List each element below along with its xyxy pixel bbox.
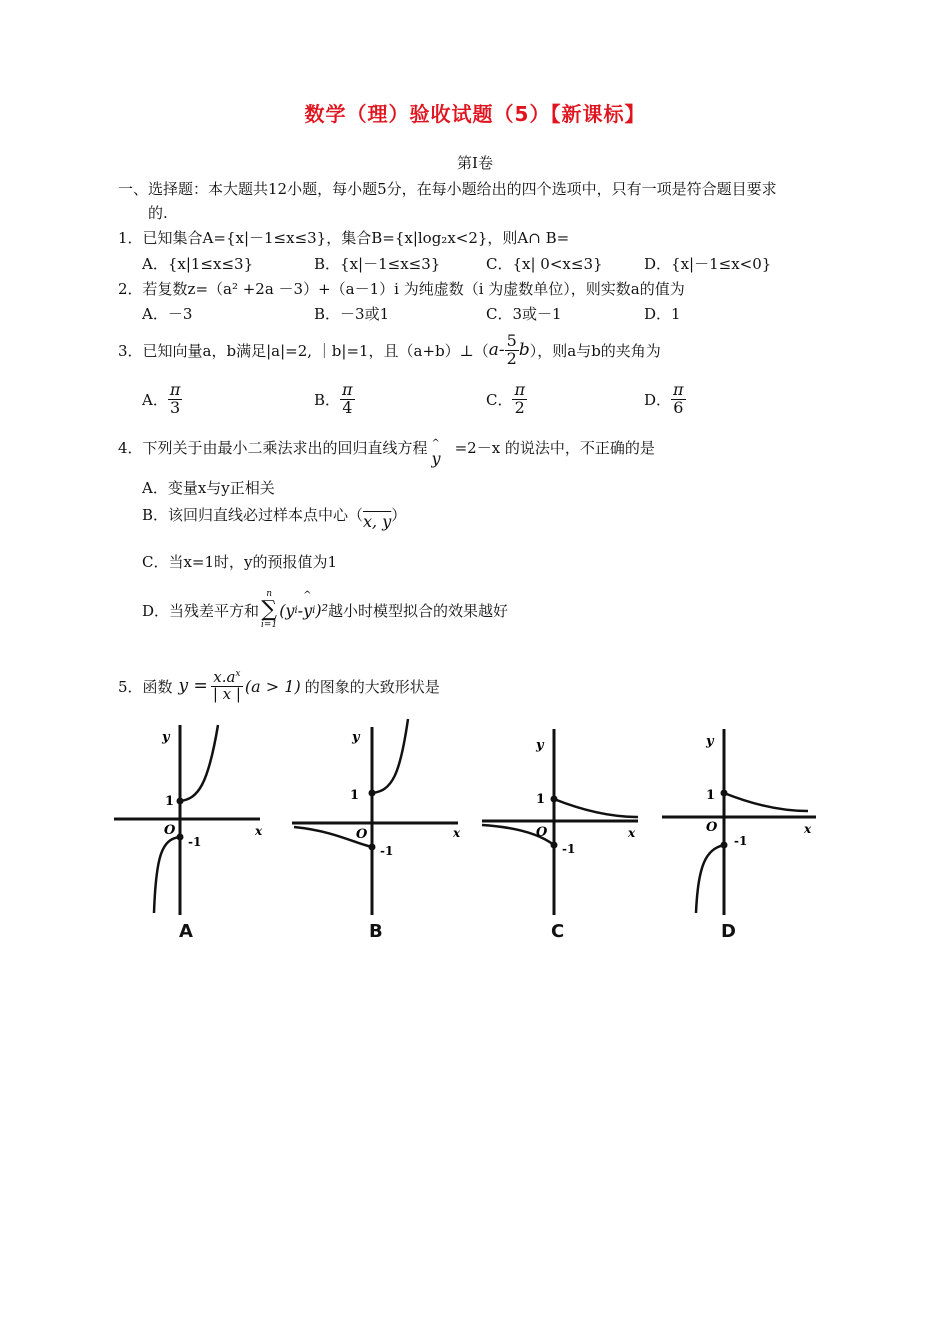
graph-b-y-label: y — [352, 730, 360, 745]
graph-a-origin: O — [164, 823, 176, 838]
graph-b-minus-one: -1 — [380, 844, 394, 858]
graph-d-label: D — [721, 921, 736, 942]
q4-sum-top: n — [266, 589, 272, 599]
q4-d-yhat: ^ y — [303, 601, 312, 620]
q3-option-d-den: 6 — [673, 397, 684, 417]
q4-d-minus: - — [297, 600, 304, 620]
q3-option-c — [486, 377, 527, 421]
graph-c — [478, 715, 643, 920]
q3-option-b-frac — [340, 379, 355, 417]
q4-option-b-pre: B．该回归直线必过样本点中心（ — [142, 506, 364, 524]
q5-condition: (a > 1) — [244, 676, 301, 696]
q4-option-a: A．变量x与y正相关 — [142, 479, 275, 497]
graph-c-x-label: x — [628, 826, 636, 840]
q2-option-a: A．－3 — [142, 305, 193, 323]
q1-option-d: D．{x|－1≤x<0} — [644, 255, 772, 273]
graph-d-one: 1 — [706, 788, 716, 803]
q5-stem-post: 的图象的大致形状是 — [304, 677, 440, 696]
graph-b-x-label: x — [453, 826, 461, 840]
q2-option-d: D．1 — [644, 305, 681, 323]
q3-option-c-den: 2 — [514, 397, 525, 417]
q5-fraction-num — [211, 667, 243, 687]
q3-option-b — [314, 377, 355, 421]
graph-c-y-label: y — [536, 738, 544, 753]
graph-b-label: B — [369, 921, 383, 942]
q4-stem — [118, 432, 655, 468]
q3-fraction-num: 5 — [506, 330, 517, 350]
graph-a-label: A — [179, 921, 193, 942]
q2-option-c: C．3或－1 — [486, 305, 562, 323]
q3-stem-post: ），则a与b的夹角为 — [529, 341, 661, 360]
graph-d-y-label: y — [706, 734, 714, 749]
graph-a-y-label: y — [162, 730, 170, 745]
q3-option-b-num: π — [342, 379, 353, 399]
q4-option-d-post: 越小时模型拟合的效果越好 — [327, 601, 508, 620]
q3-fraction — [505, 330, 519, 368]
section-header-line2: 的. — [148, 204, 168, 222]
q4-option-d-pre: D．当残差平方和 — [142, 601, 260, 620]
q3-vector-b: b — [518, 340, 530, 360]
q4-yhat: ^ y — [432, 449, 441, 468]
q1-option-b: B．{x|－1≤x≤3} — [314, 255, 441, 273]
q4-option-b — [142, 504, 406, 534]
q4-option-d — [142, 586, 508, 634]
q3-fraction-den: 2 — [506, 348, 517, 368]
q3-minus: - — [498, 340, 505, 360]
q2-stem: 2．若复数z=（a² +2a －3）+（a－1）i 为纯虚数（i 为虚数单位），则实数a的值为 — [118, 280, 685, 298]
q4-option-b-post: ） — [391, 506, 407, 524]
q3-option-c-num: π — [514, 379, 525, 399]
graph-c-minus-one: -1 — [562, 842, 576, 856]
q4-stem-pre: 4．下列关于由最小二乘法求出的回归直线方程 — [118, 439, 428, 457]
q5-fraction-den: | x | — [212, 684, 241, 703]
q5-num-text: x.a — [213, 667, 236, 686]
graph-b — [288, 715, 468, 920]
q3-option-d-label: D． — [644, 390, 672, 409]
q4-d-math: (y — [279, 600, 295, 620]
q3-option-a-frac — [168, 379, 183, 417]
q3-option-a-num: π — [169, 379, 181, 399]
q5-num-sup: x — [235, 668, 241, 679]
graph-a-minus-one: -1 — [188, 835, 202, 849]
q2-option-b: B．－3或1 — [314, 305, 390, 323]
graph-d — [658, 715, 823, 920]
q3-option-b-den: 4 — [342, 397, 353, 417]
q3-stem — [118, 328, 661, 372]
q3-option-a-label: A． — [142, 390, 168, 409]
q3-option-a — [142, 377, 182, 421]
q3-option-d — [644, 377, 686, 421]
q3-option-a-den: 3 — [170, 397, 181, 417]
q3-option-c-label: C． — [486, 390, 513, 409]
q3-option-c-frac — [512, 379, 527, 417]
graph-d-x-label: x — [804, 822, 812, 836]
graph-a — [110, 715, 275, 920]
q4-option-c: C．当x=1时，y的预报值为1 — [142, 553, 338, 571]
q3-option-b-label: B． — [314, 390, 341, 409]
q4-d-sub: i — [294, 604, 298, 616]
q5-stem — [118, 662, 440, 710]
q1-option-a: A．{x|1≤x≤3} — [142, 255, 254, 273]
q5-stem-pre: 5．函数 — [118, 677, 173, 696]
q3-option-d-frac — [671, 379, 686, 417]
graph-d-origin: O — [706, 820, 718, 835]
q4-option-b-math: x, y — [363, 512, 392, 531]
q3-stem-pre: 3．已知向量a，b满足|a|=2, ｜b|=1，且（a+b）⊥（ — [118, 341, 489, 360]
graph-b-origin: O — [356, 827, 368, 842]
graph-d-minus-one: -1 — [734, 834, 748, 848]
graph-b-one: 1 — [350, 788, 360, 803]
q4-d-sub2: i — [312, 604, 316, 616]
page-title: 数学（理）验收试题（5）【新课标】 — [304, 102, 646, 126]
q4-stem-post: =2－x 的说法中，不正确的是 — [454, 439, 655, 457]
graph-c-label: C — [551, 921, 565, 942]
q4-d-close: )² — [315, 600, 328, 620]
q3-vector-a: a — [488, 340, 499, 360]
q1-stem: 1．已知集合A={x|－1≤x≤3}，集合B={x|log₂x<2}，则A∩ B= — [118, 229, 570, 247]
q4-sum-bottom: i=1 — [261, 620, 278, 630]
volume-label: 第Ⅰ卷 — [457, 154, 493, 172]
q4-sum-symbol: ∑ — [261, 597, 277, 622]
q4-sum — [261, 590, 277, 630]
graph-c-origin: O — [536, 825, 548, 840]
graph-c-one: 1 — [536, 792, 546, 807]
graph-a-x-label: x — [255, 824, 263, 838]
graph-a-one: 1 — [165, 794, 175, 809]
q5-y-eq: y = — [178, 676, 208, 696]
section-header-line1: 一、选择题：本大题共12小题，每小题5分，在每小题给出的四个选项中，只有一项是符合题目要求 — [118, 180, 777, 198]
q5-fraction — [211, 667, 243, 703]
q3-option-d-num: π — [673, 379, 684, 399]
q1-option-c: C．{x| 0<x≤3} — [486, 255, 603, 273]
